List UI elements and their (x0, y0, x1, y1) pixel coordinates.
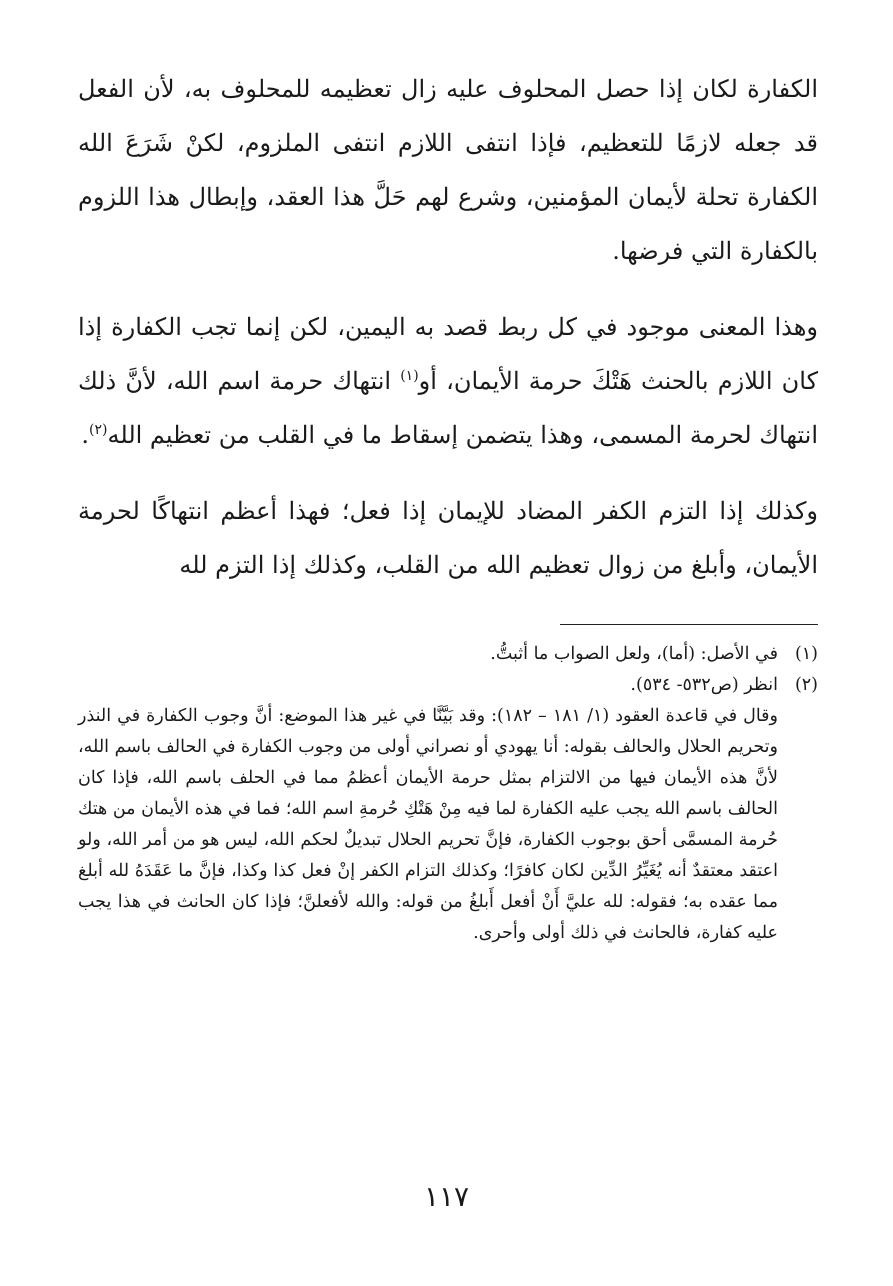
footnote-1 (78, 639, 818, 670)
footnote-divider (560, 624, 818, 625)
footnote-text: في الأصل: (أما)، ولعل الصواب ما أثبتُّ. (490, 644, 778, 664)
footnote-2-continuation: وقال في قاعدة العقود (١/ ١٨١ – ١٨٢): وقد بَيَّنَّا في غير هذا الموضع: أنَّ وجوب الكفارة في النذر وتحريم الحلال والحالف بقوله: أنا يهودي أو نصراني أولى من وجوب الكفارة في الحالف باسم الله، لأنَّ هذه الأيمان فيها من الالتزام بمثل حرمة الأيمان أعظمُ مما في الحلف باسم الله، فإذا كان الحالف باسم الله يجب عليه الكفارة لما فيه مِنْ هَتْكِ حُرمةِ اسم الله؛ فما في هذه الأيمان من هتك حُرمة المسمَّى أحق بوجوب الكفارة، فإنَّ تحريم الحلال تبديلٌ لحكم الله، ليس هو من أمر الله، ولو اعتقد معتقدٌ أنه يُغَيِّرُ الدِّين لكان كافرًا؛ وكذلك التزام الكفر إنْ فعل كذا وكذا، فإنَّ ما عَقَدَهُ لله أبلغ مما عقده به؛ فقوله: لله عليَّ أَنْ أفعل أَبلغُ من قوله: والله لأفعلنَّ؛ فإذا كان الحانث في هذا يجب عليه كفارة، فالحانث في ذلك أولى وأحرى. (78, 706, 778, 943)
page-number: ١١٧ (423, 1180, 470, 1213)
body-paragraph-1: الكفارة لكان إذا حصل المحلوف عليه زال تعظيمه للمحلوف به، لأن الفعل قد جعله لازمًا للتعظيم، فإذا انتفى اللازم انتفى الملزوم، لكنْ شَرَعَ الله الكفارة تحلة لأيمان المؤمنين، وشرع لهم حَلَّ هذا العقد، وإبطال هذا اللزوم بالكفارة التي فرضها. (78, 75, 818, 265)
document-page (78, 62, 818, 949)
footnote-ref-1[interactable]: (١) (400, 368, 419, 384)
body-paragraph-3: وكذلك إذا التزم الكفر المضاد للإيمان إذا فعل؛ فهذا أعظم انتهاكًا لحرمة الأيمان، وأبلغ من زوال تعظيم الله من القلب، وكذلك إذا التزم لله (78, 497, 818, 579)
footnote-number: (١) (794, 644, 818, 664)
footnotes (78, 639, 818, 949)
body-paragraph-2-text-c: . (81, 421, 90, 449)
body-paragraph-2 (78, 300, 818, 462)
body-paragraph-2-text-b: انتهاك حرمة اسم الله، لأنَّ ذلك انتهاك لحرمة المسمى، وهذا يتضمن إسقاط ما في القلب من تعظيم الله (78, 367, 818, 449)
footnote-text: انظر (ص٥٣٢- ٥٣٤). (630, 675, 778, 695)
footnote-ref-2[interactable]: (٢) (89, 422, 108, 438)
body-paragraph-2-text-a: وهذا المعنى موجود في كل ربط قصد به اليمين، لكن إنما تجب الكفارة إذا كان اللازم بالحنث هَتْكَ حرمة الأيمان، أو (78, 313, 818, 395)
footnote-2 (78, 670, 818, 701)
footnote-number: (٢) (794, 675, 818, 695)
